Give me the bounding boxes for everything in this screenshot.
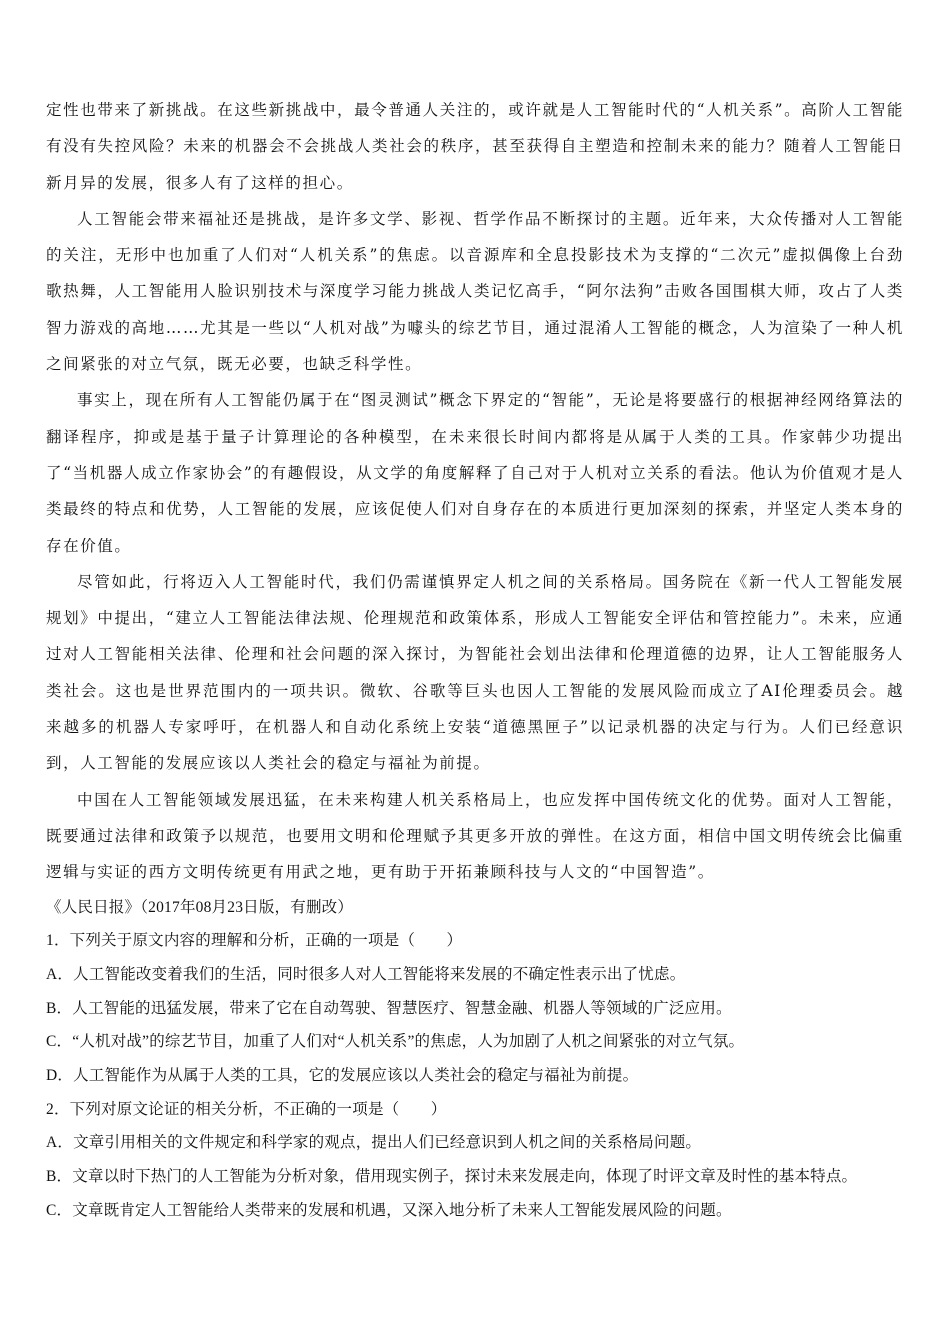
source-citation: 《人民日报》（2017年08月23日版，有删改）: [46, 898, 354, 916]
question-1-option-a: A．人工智能改变着我们的生活，同时很多人对人工智能将来发展的不确定性表示出了忧虑。: [46, 965, 686, 983]
passage-paragraph-1: 定性也带来了新挑战。在这些新挑战中，最令普通人关注的，或许就是人工智能时代的“人机关系”。高阶人工智能有没有失控风险？未来的机器会不会挑战人类社会的秩序，甚至获得自主塑造和控制未来的能力？随着人工智能日新月异的发展，很多人有了这样的担心。: [46, 101, 904, 192]
question-1-stem: 1．下列关于原文内容的理解和分析，正确的一项是（ ）: [46, 932, 463, 950]
passage-paragraph-4: 尽管如此，行将迈入人工智能时代，我们仍需谨慎界定人机之间的关系格局。国务院在《新一代人工智能发展规划》中提出，“建立人工智能法律法规、伦理规范和政策体系，形成人工智能安全评估和管控能力”。未来，应通过对人工智能相关法律、伦理和社会问题的深入探讨，为智能社会划出法律和伦理道德的边界，让人工智能服务人类社会。这也是世界范围内的一项共识。微软、谷歌等巨头也因人工智能的发展风险而成立了AI伦理委员会。越来越多的机器人专家呼吁，在机器人和自动化系统上安装“道德黑匣子”以记录机器的决定与行为。人们已经意识到，人工智能的发展应该以人类社会的稳定与福祉为前提。: [46, 572, 904, 773]
question-2-option-a: A．文章引用相关的文件规定和科学家的观点，提出人们已经意识到人机之间的关系格局问题。: [46, 1134, 702, 1152]
document-content: [46, 92, 904, 1228]
question-1-option-b: B．人工智能的迅猛发展，带来了它在自动驾驶、智慧医疗、智慧金融、机器人等领域的广泛应用。: [46, 999, 732, 1017]
question-1-option-c: C．“人机对战”的综艺节目，加重了人们对“人机关系”的焦虑，人为加剧了人机之间紧张的对立气氛。: [46, 1033, 745, 1051]
questions-section: [46, 891, 904, 1228]
reading-passage: [46, 92, 904, 891]
question-2-stem: 2．下列对原文论证的相关分析，不正确的一项是（ ）: [46, 1100, 447, 1118]
question-1-option-d: D．人工智能作为从属于人类的工具，它的发展应该以人类社会的稳定与福祉为前提。: [46, 1067, 639, 1085]
passage-paragraph-3: 事实上，现在所有人工智能仍属于在“图灵测试”概念下界定的“智能”，无论是将要盛行的根据神经网络算法的翻译程序，抑或是基于量子计算理论的各种模型，在未来很长时间内都将是从属于人类的工具。作家韩少功提出了“当机器人成立作家协会”的有趣假设，从文学的角度解释了自己对于人机对立关系的看法。他认为价值观才是人类最终的特点和优势，人工智能的发展，应该促使人们对自身存在的本质进行更加深刻的探索，并坚定人类本身的存在价值。: [46, 391, 904, 555]
passage-paragraph-2: 人工智能会带来福祉还是挑战，是许多文学、影视、哲学作品不断探讨的主题。近年来，大众传播对人工智能的关注，无形中也加重了人们对“人机关系”的焦虑。以音源库和全息投影技术为支撑的“二次元”虚拟偶像上台劲歌热舞，人工智能用人脸识别技术与深度学习能力挑战人类记忆高手，“阿尔法狗”击败各国围棋大师，攻占了人类智力游戏的高地……尤其是一些以“人机对战”为噱头的综艺节目，通过混淆人工智能的概念，人为渲染了一种人机之间紧张的对立气氛，既无必要，也缺乏科学性。: [46, 209, 904, 374]
passage-paragraph-5: 中国在人工智能领域发展迅猛，在未来构建人机关系格局上，也应发挥中国传统文化的优势。面对人工智能，既要通过法律和政策予以规范，也要用文明和伦理赋予其更多开放的弹性。在这方面，相信中国文明传统会比偏重逻辑与实证的西方文明传统更有用武之地，更有助于开拓兼顾科技与人文的“中国智造”。: [46, 790, 904, 882]
question-2-option-c: C．文章既肯定人工智能给人类带来的发展和机遇，又深入地分析了未来人工智能发展风险的问题。: [46, 1201, 732, 1219]
question-2-option-b: B．文章以时下热门的人工智能为分析对象，借用现实例子，探讨未来发展走向，体现了时评文章及时性的基本特点。: [46, 1168, 858, 1186]
